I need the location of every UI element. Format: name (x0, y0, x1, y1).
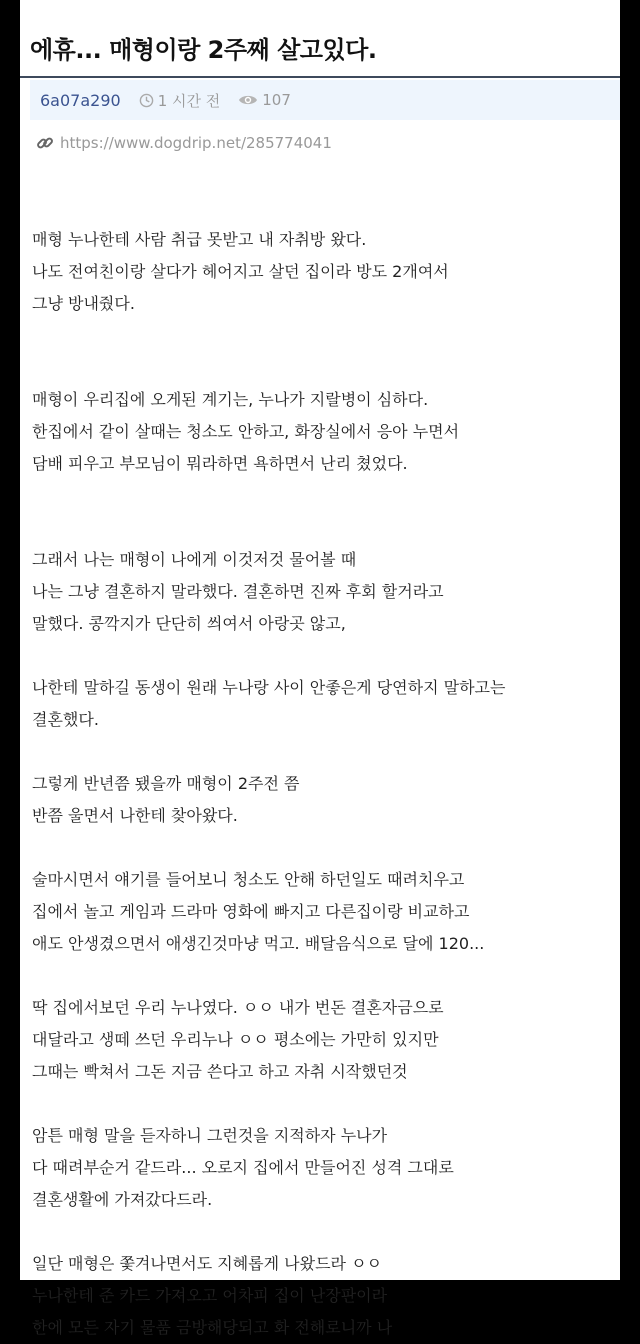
content-paragraph (32, 544, 622, 640)
content-line: 한에 모든 자기 물품 금방해당되고 화 전해로니까 나 (32, 1318, 393, 1337)
content-line: 누나한테 준 카드 가져오고 어차피 집이 난장판이라 (32, 1286, 388, 1305)
view-count (238, 91, 291, 109)
content-paragraph (32, 224, 622, 320)
content-line: 말했다. 콩깍지가 단단히 씌여서 아랑곳 않고, (32, 614, 346, 633)
content-line: 대달라고 생떼 쓰던 우리누나 ㅇㅇ 평소에는 가만히 있지만 (32, 1030, 439, 1049)
content-line: 애도 안생겼으면서 애생긴것마냥 먹고. 배달음식으로 달에 120... (32, 934, 485, 953)
post-url-row (36, 134, 332, 152)
content-line: 딱 집에서보던 우리 누나였다. ㅇㅇ 내가 번돈 결혼자금으로 (32, 998, 444, 1017)
content-line: 다 때려부순거 같드라... 오로지 집에서 만들어진 성격 그대로 (32, 1158, 454, 1177)
content-line: 집에서 놀고 게임과 드라마 영화에 빠지고 다른집이랑 비교하고 (32, 902, 470, 921)
post-time (139, 90, 221, 111)
content-line: 결혼했다. (32, 710, 99, 729)
content-line: 나도 전여친이랑 살다가 헤어지고 살던 집이라 방도 2개여서 (32, 262, 449, 281)
content-paragraph (32, 864, 622, 960)
content-line: 술마시면서 얘기를 들어보니 청소도 안해 하던일도 때려치우고 (32, 870, 465, 889)
content-line: 결혼생활에 가져갔다드라. (32, 1190, 213, 1209)
post-title: 에휴... 매형이랑 2주째 살고있다. (30, 36, 377, 64)
clock-icon (139, 93, 154, 108)
content-line: 한집에서 같이 살때는 청소도 안하고, 화장실에서 응아 누면서 (32, 422, 460, 441)
content-line: 암튼 매형 말을 듣자하니 그런것을 지적하자 누나가 (32, 1126, 388, 1145)
post-page (20, 0, 620, 1337)
content-paragraph (32, 672, 622, 736)
post-content (32, 224, 622, 1344)
views-text: 107 (262, 91, 291, 109)
content-line: 나는 그냥 결혼하지 말라했다. 결혼하면 진짜 후회 할거라고 (32, 582, 444, 601)
post-meta-bar (30, 80, 620, 120)
content-paragraph (32, 1120, 622, 1216)
eye-icon (238, 93, 258, 107)
content-paragraph (32, 384, 622, 480)
content-paragraph (32, 768, 622, 832)
content-line: 그냥 방내줬다. (32, 294, 135, 313)
content-paragraph (32, 1248, 622, 1344)
post-url[interactable]: https://www.dogdrip.net/285774041 (60, 134, 332, 152)
link-icon (36, 134, 54, 152)
content-line: 그때는 빡쳐서 그돈 지금 쓴다고 하고 자취 시작했던것 (32, 1062, 408, 1081)
content-paragraph (32, 992, 622, 1088)
content-line: 매형이 우리집에 오게된 계기는, 누나가 지랄병이 심하다. (32, 390, 429, 409)
time-text: 1 시간 전 (157, 91, 221, 110)
content-line: 반쯤 울면서 나한테 찾아왔다. (32, 806, 238, 825)
content-line: 담배 피우고 부모님이 뭐라하면 욕하면서 난리 쳤었다. (32, 454, 408, 473)
title-bar (20, 0, 620, 78)
content-line: 그렇게 반년쯤 됐을까 매형이 2주전 쯤 (32, 774, 300, 793)
content-line: 매형 누나한테 사람 취급 못받고 내 자취방 왔다. (32, 230, 367, 249)
content-line: 일단 매형은 쫓겨나면서도 지혜롭게 나왔드라 ㅇㅇ (32, 1254, 383, 1273)
content-line: 그래서 나는 매형이 나에게 이것저것 물어볼 때 (32, 550, 357, 569)
author-link[interactable]: 6a07a290 (40, 90, 121, 110)
content-line: 나한테 말하길 동생이 원래 누나랑 사이 안좋은게 당연하지 말하고는 (32, 678, 506, 697)
